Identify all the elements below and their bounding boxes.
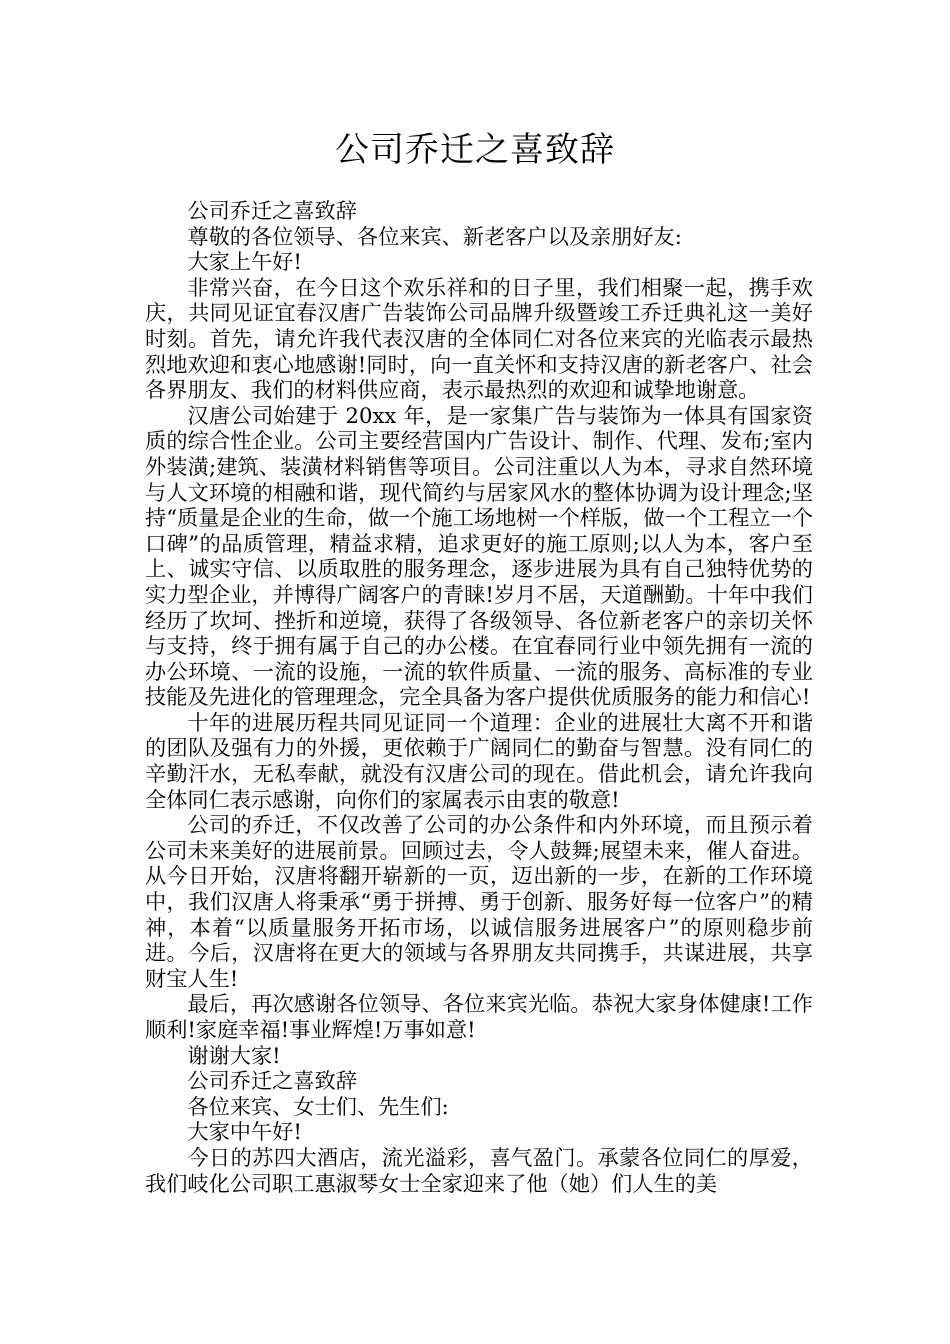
document-title: 公司乔迁之喜致辞 [335, 130, 615, 170]
paragraph-gratitude: 十年的进展历程共同见证同一个道理：企业的进展壮大离不开和谐的团队及强有力的外援，更依赖于广阔同仁的勤奋与智慧。没有同仁的辛勤汗水，无私奉献，就没有汉唐公司的现在。借此机会，请允许我向全体同仁表示感谢，向你们的家属表示由衷的敬意! [145, 709, 813, 812]
document-body [145, 198, 813, 1196]
paragraph-greeting-2: 大家中午好! [187, 1119, 302, 1145]
paragraph-thanks: 谢谢大家! [187, 1042, 281, 1068]
paragraph-outlook: 公司的乔迁，不仅改善了公司的办公条件和内外环境，而且预示着公司未来美好的进展前景。回顾过去，令人鼓舞;展望未来，催人奋进。从今日开始，汉唐将翻开崭新的一页，迈出新的一步，在新的工作环境中，我们汉唐人将秉承“勇于拼搏、勇于创新、服务好每一位客户”的精神，本着“以质量服务开拓市场，以诚信服务进展客户”的原则稳步前进。今后，汉唐将在更大的领域与各界朋友共同携手，共谋进展，共享财宝人生! [145, 812, 813, 991]
paragraph-second-speech-opening: 今日的苏四大酒店，流光溢彩，喜气盈门。承蒙各位同仁的厚爱，我们岐化公司职工惠淑琴女士全家迎来了他（她）们人生的美 [145, 1144, 813, 1196]
paragraph-salutation-1: 尊敬的各位领导、各位来宾、新老客户以及亲朋好友: [187, 223, 682, 249]
paragraph-heading-2: 公司乔迁之喜致辞 [187, 1068, 357, 1094]
paragraph-salutation-2: 各位来宾、女士们、先生们: [187, 1093, 449, 1119]
paragraph-closing: 最后，再次感谢各位领导、各位来宾光临。恭祝大家身体健康!工作顺利!家庭幸福!事业辉煌!万事如意! [145, 991, 813, 1042]
paragraph-company-intro: 汉唐公司始建于 20xx 年，是一家集广告与装饰为一体具有国家资质的综合性企业。公司主要经营国内广告设计、制作、代理、发布;室内外装潢;建筑、装潢材料销售等项目。公司注重以人为本，寻求自然环境与人文环境的相融和谐，现代简约与居家风水的整体协调为设计理念;坚持“质量是企业的生命，做一个施工场地树一个样版，做一个工程立一个口碑”的品质管理，精益求精，追求更好的施工原则;以人为本，客户至上、诚实守信、以质取胜的服务理念，逐步进展为具有自己独特优势的实力型企业，并博得广阔客户的青睐!岁月不居，天道酬勤。十年中我们经历了坎坷、挫折和逆境，获得了各级领导、各位新老客户的亲切关怀与支持，终于拥有属于自己的办公楼。在宜春同行业中领先拥有一流的办公环境、一流的设施，一流的软件质量、一流的服务、高标准的专业技能及先进化的管理理念，完全具备为客户提供优质服务的能力和信心! [145, 402, 813, 710]
paragraph-greeting-1: 大家上午好! [187, 249, 302, 275]
paragraph-heading-1: 公司乔迁之喜致辞 [187, 198, 357, 223]
paragraph-opening: 非常兴奋，在今日这个欢乐祥和的日子里，我们相聚一起，携手欢庆，共同见证宜春汉唐广告装饰公司品牌升级暨竣工乔迁典礼这一美好时刻。首先，请允许我代表汉唐的全体同仁对各位来宾的光临表示最热烈地欢迎和衷心地感谢!同时，向一直关怀和支持汉唐的新老客户、社会各界朋友、我们的材料供应商，表示最热烈的欢迎和诚挚地谢意。 [145, 274, 813, 403]
